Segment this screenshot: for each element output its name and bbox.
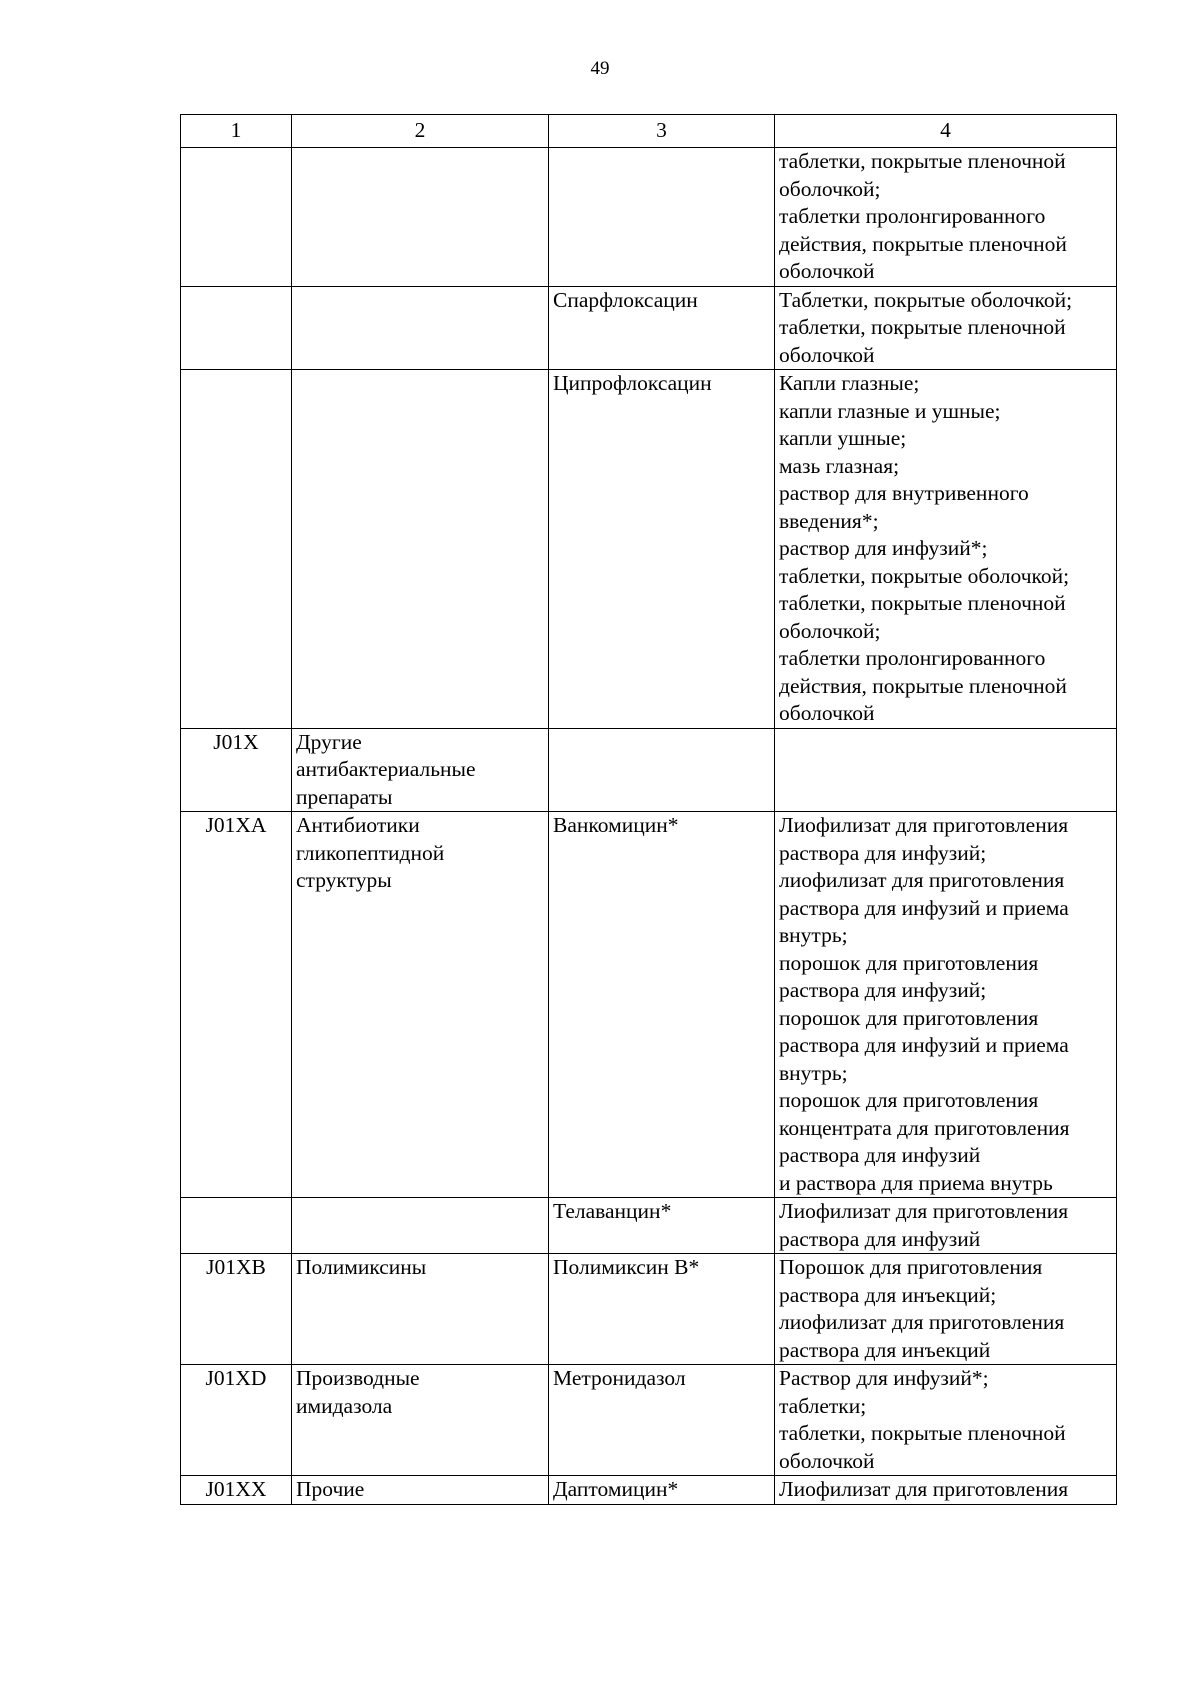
dosage-form-cell bbox=[775, 370, 1117, 729]
dosage-form-cell bbox=[775, 148, 1117, 287]
pharmacological-group-cell bbox=[292, 1254, 549, 1365]
drug-name-cell: Метронидазол bbox=[549, 1365, 775, 1476]
dosage-form-line: таблетки, покрытые пленочной bbox=[779, 591, 1066, 615]
dosage-form-cell bbox=[775, 1476, 1117, 1505]
atc-code-cell: J01XX bbox=[181, 1476, 292, 1505]
atc-code-cell: J01XD bbox=[181, 1365, 292, 1476]
pharmacological-group-cell bbox=[292, 1198, 549, 1254]
dosage-form-line: и раствора для приема внутрь bbox=[779, 1170, 1053, 1195]
dosage-form-line: Лиофилизат для приготовления bbox=[779, 813, 1069, 837]
pharmacological-group-cell bbox=[292, 1365, 549, 1476]
table-row bbox=[181, 812, 1117, 1198]
header-row bbox=[181, 115, 1117, 148]
drug-name-cell: Ципрофлоксацин bbox=[549, 370, 775, 729]
table-row bbox=[181, 1476, 1117, 1505]
dosage-form-line: действия, покрытые пленочной bbox=[779, 673, 1067, 698]
dosage-form-line: Порошок для приготовления bbox=[779, 1255, 1043, 1279]
group-line: Другие bbox=[296, 729, 362, 754]
dosage-form-line: раствор для инфузий*; bbox=[779, 536, 988, 560]
group-line: препараты bbox=[296, 784, 393, 809]
dosage-form-line: Лиофилизат для приготовления bbox=[779, 1199, 1069, 1223]
group-line: Полимиксины bbox=[296, 1255, 427, 1279]
drug-name-cell: Даптомицин* bbox=[549, 1476, 775, 1505]
dosage-form-line: Лиофилизат для приготовления bbox=[779, 1477, 1069, 1501]
table-row bbox=[181, 370, 1117, 729]
dosage-form-line: оболочкой bbox=[779, 342, 875, 367]
dosage-form-line: таблетки, покрытые оболочкой; bbox=[779, 563, 1070, 588]
group-line: Антибиотики bbox=[296, 813, 420, 837]
atc-code-cell bbox=[181, 286, 292, 370]
atc-code-cell: J01XB bbox=[181, 1254, 292, 1365]
dosage-form-line: оболочкой bbox=[779, 259, 875, 283]
dosage-form-line: порошок для приготовления bbox=[779, 950, 1039, 975]
atc-code-cell: J01X bbox=[181, 728, 292, 812]
pharmacological-group-cell bbox=[292, 812, 549, 1198]
dosage-form-cell bbox=[775, 1198, 1117, 1254]
dosage-form-line: таблетки, покрытые пленочной bbox=[779, 315, 1066, 339]
drug-name-cell: Телаванцин* bbox=[549, 1198, 775, 1254]
column-header-1: 1 bbox=[181, 115, 292, 148]
drug-name-cell bbox=[549, 728, 775, 812]
dosage-form-line: оболочкой bbox=[779, 701, 875, 725]
group-line: гликопептидной bbox=[296, 840, 445, 865]
dosage-form-line: порошок для приготовления bbox=[779, 1088, 1039, 1112]
dosage-form-line: капли глазные и ушные; bbox=[779, 398, 1001, 423]
table-row bbox=[181, 1198, 1117, 1254]
atc-code-cell bbox=[181, 1198, 292, 1254]
dosage-form-line: оболочкой bbox=[779, 1448, 875, 1473]
dosage-form-line: таблетки, покрытые пленочной bbox=[779, 149, 1066, 173]
table-row bbox=[181, 1254, 1117, 1365]
group-line: Производные bbox=[296, 1366, 420, 1390]
dosage-form-line: лиофилизат для приготовления bbox=[779, 1310, 1065, 1334]
dosage-form-line: таблетки; bbox=[779, 1393, 867, 1418]
dosage-form-line: раствора для инъекций bbox=[779, 1337, 991, 1362]
dosage-form-line: таблетки, покрытые пленочной bbox=[779, 1421, 1066, 1445]
atc-code-cell bbox=[181, 148, 292, 287]
atc-code-cell: J01XA bbox=[181, 812, 292, 1198]
dosage-form-line: таблетки пролонгированного bbox=[779, 204, 1046, 228]
dosage-form-line: Раствор для инфузий*; bbox=[779, 1366, 989, 1390]
dosage-form-line: раствор для внутривенного bbox=[779, 481, 1029, 505]
table-row bbox=[181, 148, 1117, 287]
pharmacological-group-cell bbox=[292, 1476, 549, 1505]
drug-name-cell: Ванкомицин* bbox=[549, 812, 775, 1198]
dosage-form-cell bbox=[775, 1254, 1117, 1365]
dosage-form-cell bbox=[775, 728, 1117, 812]
drug-name-cell bbox=[549, 148, 775, 287]
table-row bbox=[181, 1365, 1117, 1476]
table-row bbox=[181, 728, 1117, 812]
dosage-form-cell bbox=[775, 812, 1117, 1198]
column-header-3: 3 bbox=[549, 115, 775, 148]
dosage-form-line: оболочкой; bbox=[779, 618, 881, 643]
dosage-form-line: порошок для приготовления bbox=[779, 1005, 1039, 1030]
dosage-form-line: Капли глазные; bbox=[779, 371, 920, 395]
drug-name-cell: Полимиксин В* bbox=[549, 1254, 775, 1365]
dosage-form-line: концентрата для приготовления bbox=[779, 1115, 1070, 1140]
group-line: структуры bbox=[296, 868, 392, 892]
dosage-form-line: внутрь; bbox=[779, 1060, 848, 1085]
dosage-form-line: действия, покрытые пленочной bbox=[779, 231, 1067, 256]
column-header-4: 4 bbox=[775, 115, 1117, 148]
group-line: имидазола bbox=[296, 1393, 393, 1418]
dosage-form-line: оболочкой; bbox=[779, 176, 881, 201]
dosage-form-line: введения*; bbox=[779, 508, 879, 533]
dosage-form-line: раствора для инфузий и приема bbox=[779, 1033, 1069, 1057]
dosage-form-line: раствора для инфузий и приема bbox=[779, 895, 1069, 920]
dosage-form-line: раствора для инфузий; bbox=[779, 840, 987, 865]
dosage-form-line: раствора для инъекций; bbox=[779, 1282, 997, 1307]
pharmacological-group-cell bbox=[292, 728, 549, 812]
table-body bbox=[181, 148, 1117, 1505]
dosage-form-line: лиофилизат для приготовления bbox=[779, 868, 1065, 892]
dosage-form-line: раствора для инфузий; bbox=[779, 978, 987, 1002]
dosage-form-cell bbox=[775, 286, 1117, 370]
page-number: 49 bbox=[590, 58, 610, 79]
dosage-form-line: капли ушные; bbox=[779, 426, 907, 450]
table-row bbox=[181, 286, 1117, 370]
dosage-form-line: мазь глазная; bbox=[779, 453, 900, 478]
group-line: Прочие bbox=[296, 1477, 365, 1501]
pharmacological-group-cell bbox=[292, 286, 549, 370]
pharmacological-group-cell bbox=[292, 370, 549, 729]
drug-table bbox=[180, 114, 1117, 1505]
pharmacological-group-cell bbox=[292, 148, 549, 287]
dosage-form-line: раствора для инфузий bbox=[779, 1226, 981, 1251]
dosage-form-line: Таблетки, покрытые оболочкой; bbox=[779, 287, 1073, 312]
drug-name-cell: Спарфлоксацин bbox=[549, 286, 775, 370]
dosage-form-cell bbox=[775, 1365, 1117, 1476]
dosage-form-line: внутрь; bbox=[779, 923, 848, 947]
dosage-form-line: таблетки пролонгированного bbox=[779, 646, 1046, 670]
group-line: антибактериальные bbox=[296, 757, 476, 781]
atc-code-cell bbox=[181, 370, 292, 729]
dosage-form-line: раствора для инфузий bbox=[779, 1143, 981, 1167]
column-header-2: 2 bbox=[292, 115, 549, 148]
